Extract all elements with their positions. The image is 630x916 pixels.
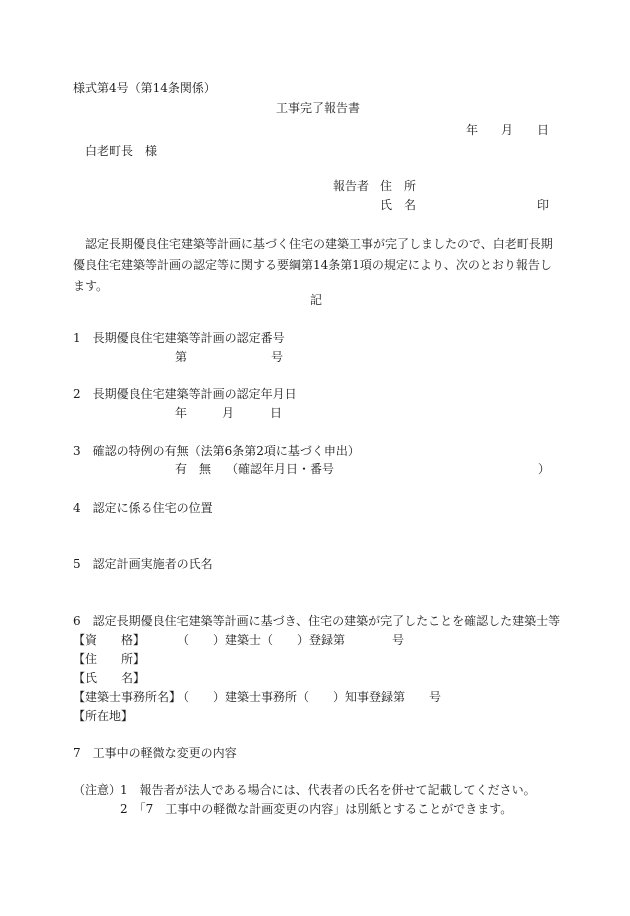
item-6-qualification-gou: 号 xyxy=(392,633,405,647)
item-2-month: 月 xyxy=(222,406,235,420)
item-3-confirm-open: （確認年月日・番号 xyxy=(226,462,335,476)
date-month: 月 xyxy=(501,123,514,137)
item-3-confirm-close: ） xyxy=(538,462,551,476)
notes-label: （注意） xyxy=(73,783,122,797)
form-number: 様式第4号（第14条関係） xyxy=(73,81,216,95)
note-1: 1 報告者が法人である場合には、代表者の氏名を併せて記載してください。 xyxy=(120,783,536,797)
addressee: 白老町長 様 xyxy=(85,144,158,158)
ki-mark: 記 xyxy=(310,293,323,307)
item-6-address-label: 【住 所】 xyxy=(73,652,146,666)
seal-mark: 印 xyxy=(537,198,550,212)
item-6-location-label: 【所在地】 xyxy=(73,709,134,723)
item-6-heading: 6 認定長期優良住宅建築等計画に基づき、住宅の建築が完了したことを確認した建築士等 xyxy=(73,614,561,628)
item-3-options: 有 無 xyxy=(175,462,212,476)
item-6-office-gou: 号 xyxy=(429,690,442,704)
item-5-heading: 5 認定計画実施者の氏名 xyxy=(73,557,213,571)
date-day: 日 xyxy=(537,123,550,137)
item-6-office-label: 【建築士事務所名】 xyxy=(73,690,182,704)
item-3-heading: 3 確認の特例の有無（法第6条第2項に基づく申出） xyxy=(73,444,360,458)
item-2-heading: 2 長期優良住宅建築等計画の認定年月日 xyxy=(73,387,297,401)
body-paragraph: 認定長期優良住宅建築等計画に基づく住宅の建築工事が完了しましたので、白老町長期優良住宅建築等計画の認定等に関する要綱第14条第1項の規定により、次のとおり報告します。 xyxy=(73,237,553,293)
reporter-label: 報告者 xyxy=(333,179,370,193)
item-1-heading: 1 長期優良住宅建築等計画の認定番号 xyxy=(73,331,285,345)
item-6-qualification-field: （ ）建築士（ ）登録第 xyxy=(177,633,346,647)
item-7-heading: 7 工事中の軽微な変更の内容 xyxy=(73,746,237,760)
item-1-dai: 第 xyxy=(175,350,188,364)
note-2: 2 「7 工事中の軽微な計画変更の内容」は別紙とすることができます。 xyxy=(120,802,513,816)
item-6-office-field: （ ）建築士事務所（ ）知事登録第 xyxy=(177,690,406,704)
document-title: 工事完了報告書 xyxy=(276,101,361,115)
reporter-address-label: 住 所 xyxy=(380,179,417,193)
item-1-gou: 号 xyxy=(271,350,284,364)
reporter-name-label: 氏 名 xyxy=(380,198,417,212)
item-2-day: 日 xyxy=(270,406,283,420)
item-4-heading: 4 認定に係る住宅の位置 xyxy=(73,501,213,515)
item-2-year: 年 xyxy=(175,406,188,420)
item-6-qualification-label: 【資 格】 xyxy=(73,633,146,647)
date-year: 年 xyxy=(466,123,479,137)
item-6-name-label: 【氏 名】 xyxy=(73,671,146,685)
